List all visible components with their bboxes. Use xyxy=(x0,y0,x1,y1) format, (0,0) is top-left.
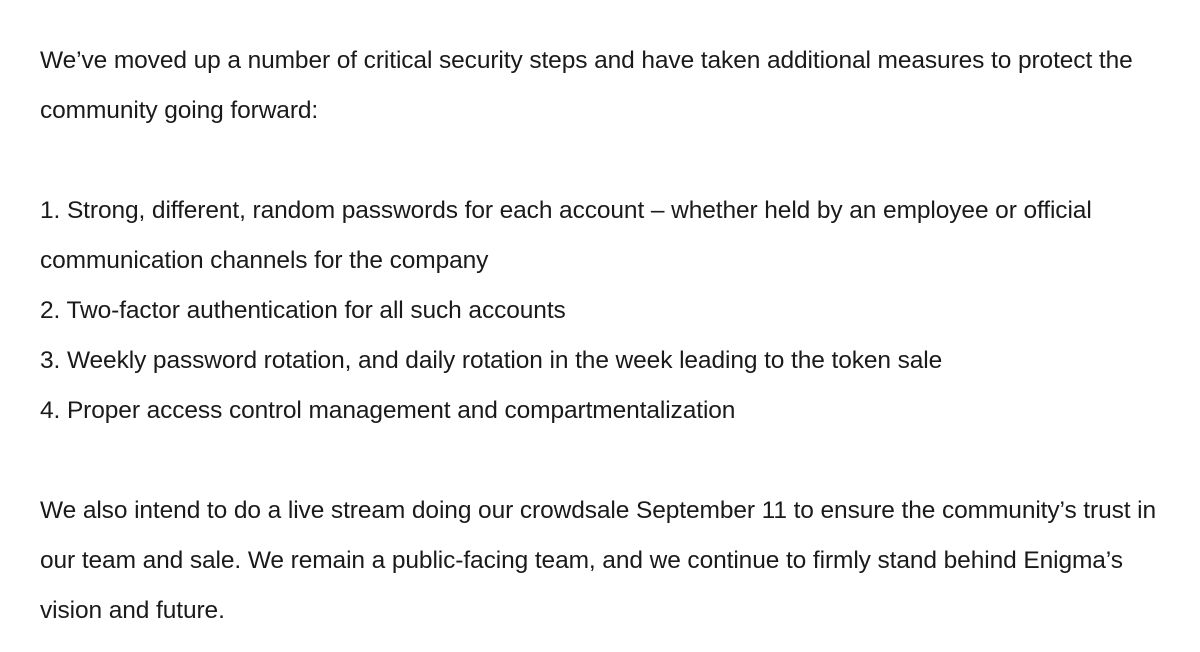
security-step-1: 1. Strong, different, random passwords for each account – whether held by an employee or official communication channels for the company xyxy=(40,197,1092,274)
security-step-2: 2. Two-factor authentication for all such accounts xyxy=(40,297,566,324)
security-steps-list xyxy=(40,186,1180,436)
closing-paragraph: We also intend to do a live stream doing our crowdsale September 11 to ensure the community’s trust in our team and sale. We remain a public-facing team, and we continue to firmly stand behind Enigma’s vision and future. xyxy=(40,497,1157,624)
paragraph-spacer xyxy=(40,436,1180,486)
security-step-4: 4. Proper access control management and compartmentalization xyxy=(40,397,736,424)
intro-paragraph: We’ve moved up a number of critical security steps and have taken additional measures to protect the community going forward: xyxy=(40,47,1133,124)
security-step-3: 3. Weekly password rotation, and daily rotation in the week leading to the token sale xyxy=(40,347,943,374)
paragraph-spacer xyxy=(40,136,1180,186)
